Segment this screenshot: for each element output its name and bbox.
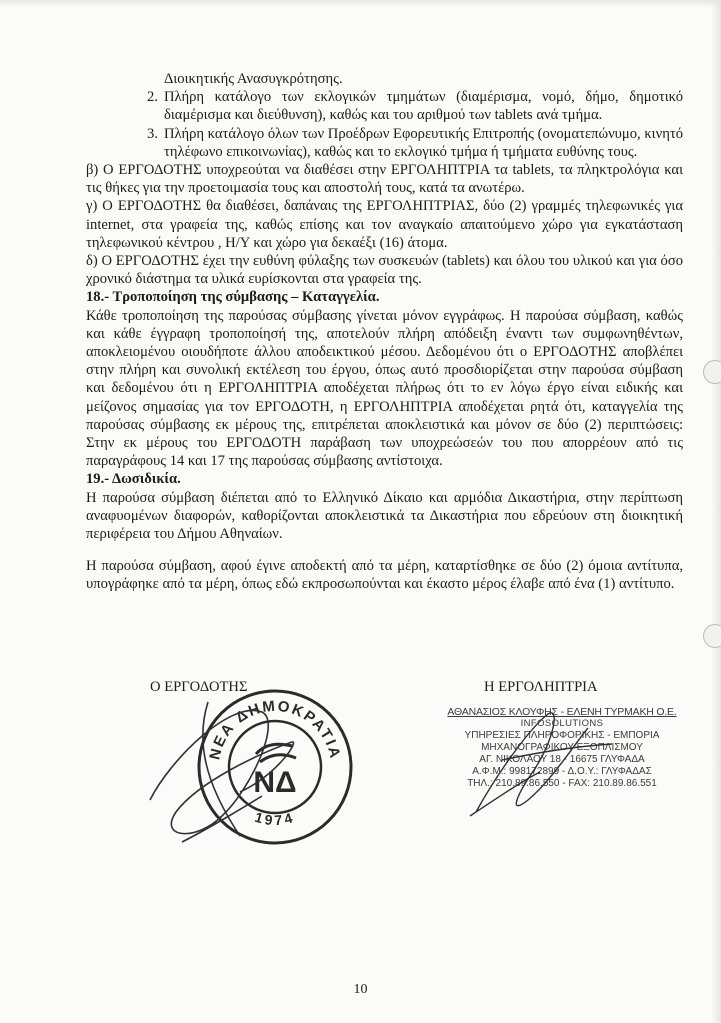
item-text: Πλήρη κατάλογο των εκλογικών τμημάτων (διαμέρισμα, νομό, δήμο, δημοτικό διαμέρισμα και διεύθυνση), καθώς και του αριθμού των tablets ανά τμήμα. (164, 89, 683, 124)
item-text: Πλήρη κατάλογο όλων των Προέδρων Εφορευτικής Επιτροπής (ονοματεπώνυμο, κινητό τηλέφωνο επικοινωνίας), καθώς και το εκλογικό τμήμα ή τμήματα ευθύνης τους. (164, 125, 683, 160)
document-body (86, 70, 683, 594)
seal-graphic (196, 688, 354, 846)
stamp-brand: INFOSOLUTIONS (520, 718, 604, 729)
stamp-phone: ΤΗΛ.: 210.89.86.550 - FAX: 210.89.86.551 (467, 778, 657, 789)
paragraph-b: β) Ο ΕΡΓΟΔΟΤΗΣ υποχρεούται να διαθέσει στην ΕΡΓΟΛΗΠΤΡΙΑ τα tablets, τα πληκτρολόγια και τις θήκες για την προετοιμασία τους και αποστολή τους, κατά τα ανωτέρω. (86, 162, 683, 197)
stamp-services: ΥΠΗΡΕΣΙΕΣ ΠΛΗΡΟΦΟΡΙΚΗΣ - ΕΜΠΟΡΙΑ (464, 730, 660, 741)
paragraph-19: Η παρούσα σύμβαση διέπεται από το Ελληνικό Δίκαιο και αρμόδια Δικαστήρια, στην περίπτωση αναφυομένων διαφορών, καθορίζονται αποκλειστικά τα Δικαστήρια που εδρεύουν στη διοικητική περιφέρεια του Δήμου Αθηναίων. (86, 489, 683, 543)
signatories (86, 679, 683, 699)
seal-year: 1974 (253, 808, 297, 829)
punch-hole (703, 624, 721, 648)
party-seal (196, 688, 354, 846)
scan-edge (0, 0, 721, 8)
numbered-item (86, 125, 683, 161)
company-stamp (422, 706, 702, 790)
signatory-employer: Ο ΕΡΓΟΔΟΤΗΣ (150, 679, 248, 695)
stamp-company-name: ΑΘΑΝΑΣΙΟΣ ΚΛΟΥΦΗΣ - ΕΛΕΝΗ ΤΥΡΜΑΚΗ Ο.Ε. (447, 706, 677, 718)
paragraph-18: Κάθε τροποποίηση της παρούσας σύμβασης γίνεται μόνον εγγράφως. Η παρούσα σύμβαση, καθώς και κάθε έγγραφη τροποποίησή της, αποτελούν πλήρη απόδειξη έναντι των συμφωνηθέντων, αποκλειομένου οιουδήποτε άλλου αποδεικτικού μέσου. Δεδομένου ότι ο ΕΡΓΟΔΟΤΗΣ αποβλέπει στην πλήρη και συνολική εκτέλεση του έργου, όπως αυτό προσδιορίζεται στην παρούσα σύμβαση και δεδομένου ότι η ΕΡΓΟΛΗΠΤΡΙΑ αποδέχεται πλήρως ότι το εν λόγω έργο είναι ειδικής και μείζονος σημασίας για τον ΕΡΓΟΔΟΤΗ, η ΕΡΓΟΛΗΠΤΡΙΑ αποδέχεται ρητά ότι, καταγγελία της παρούσας σύμβασης εκ μέρους της, επιτρέπεται αποκλειστικά και μόνον σε δύο (2) περιπτώσεις: Στην εκ μέρους του ΕΡΓΟΔΟΤΗ παράβαση των υποχρεώσεών του που απορρέουν από τις παραγράφους 14 και 17 της παρούσας σύμβασης αντίστοιχα. (86, 307, 683, 470)
closing-paragraph: Η παρούσα σύμβαση, αφού έγινε αποδεκτή από τα μέρη, καταρτίσθηκε σε δύο (2) όμοια αντίτυπα, υπογράφηκε από τα μέρη, όπως εδώ εκπροσωπούνται και έκαστο μέρος έλαβε από ένα (1) αντίτυπο. (86, 558, 683, 593)
seal-center-letters: ΝΔ (253, 766, 297, 799)
paragraph-c: γ) Ο ΕΡΓΟΔΟΤΗΣ θα διαθέσει, δαπάναις της ΕΡΓΟΛΗΠΤΡΙΑΣ, δύο (2) γραμμές τηλεφωνικές για internet, στα γραφεία της, καθώς επίσης και τον αναγκαίο απαιτούμενο χώρο για εγκατάσταση τηλεφωνικού κέντρου , Η/Υ και χώρο για δεκαέξι (16) άτομα. (86, 198, 683, 251)
stamp-equipment: ΜΗΧΑΝΟΓΡΑΦΙΚΟΥ ΕΞΟΠΛΙΣΜΟΥ (481, 742, 643, 753)
seal-ring-text: ΝΕΑ ΔΗΜΟΚΡΑΤΙΑ (206, 697, 344, 762)
item-number: 2. (147, 89, 158, 106)
signatory-contractor: Η ΕΡΓΟΛΗΠΤΡΙΑ (484, 679, 598, 695)
scan-edge (711, 0, 721, 1023)
numbered-item (86, 88, 683, 124)
stamp-address: ΑΓ. ΝΙΚΟΛΑΟΥ 18 - 16675 ΓΛΥΦΑΔΑ (479, 754, 645, 765)
list-continuation: Διοικητικής Ανασυγκρότησης. (164, 71, 343, 87)
section-heading-19: 19.- Δωσιδικία. (86, 471, 181, 488)
section-heading-18: 18.- Τροποποίηση της σύμβασης – Καταγγελία. (86, 289, 380, 306)
item-number: 3. (147, 125, 158, 142)
punch-hole (703, 360, 721, 384)
torch-flame-icon (256, 744, 296, 762)
stamp-tax-id: Α.Φ.Μ.: 998172899 - Δ.Ο.Υ.: ΓΛΥΦΑΔΑΣ (472, 766, 652, 777)
paragraph-d: δ) Ο ΕΡΓΟΔΟΤΗΣ έχει την ευθύνη φύλαξης των συσκευών (tablets) και όλου του υλικού και για όσο χρονικό διάστημα τα υλικά ευρίσκονται στα γραφεία της. (86, 253, 683, 288)
page-number: 10 (353, 982, 368, 997)
